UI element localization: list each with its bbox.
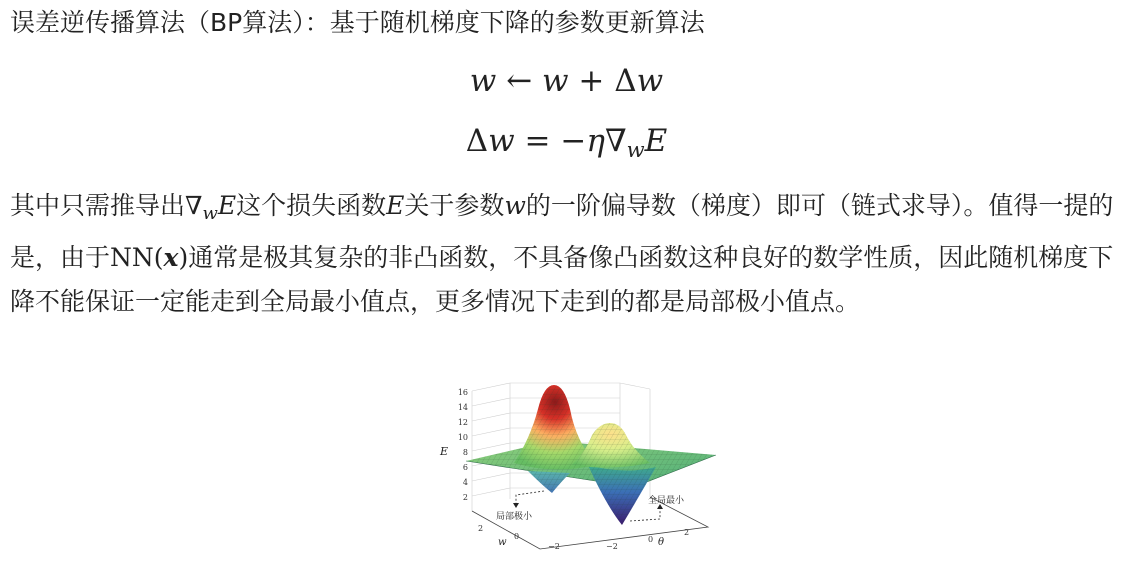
- nn-expression: NN(x): [110, 243, 189, 272]
- svg-text:−2: −2: [548, 542, 560, 551]
- svg-text:14: 14: [457, 403, 468, 412]
- loss-surface-plot: [420, 379, 720, 561]
- svg-text:4: 4: [462, 478, 468, 487]
- w-axis-label: w: [498, 537, 507, 548]
- w-axis-ticks: [478, 524, 560, 551]
- svg-text:2: 2: [684, 528, 690, 537]
- svg-text:2: 2: [462, 493, 468, 502]
- e-axis-label: E: [440, 445, 449, 458]
- theta-axis-label: θ: [658, 537, 665, 548]
- gradient-step-equation: $\Delta w = -\eta\nabla_wE$: [465, 123, 668, 162]
- svg-text:2: 2: [478, 524, 484, 533]
- section-heading: 误差逆传播算法（BP算法）：基于随机梯度下降的参数更新算法: [10, 8, 705, 37]
- svg-text:0: 0: [514, 532, 520, 541]
- e-axis-ticks: [458, 388, 468, 502]
- svg-text:16: 16: [457, 388, 468, 397]
- global-minimum-label: 全局最小: [648, 496, 685, 506]
- svg-text:−2: −2: [606, 542, 618, 551]
- loss-surface-figure: [420, 379, 720, 561]
- svg-text:8: 8: [462, 448, 468, 457]
- explanation-paragraph: 其中只需推导出$\nabla_wE$这个损失函数E关于参数w的一阶偏导数（梯度）即可（链式求导）。值得一提的是，由于NN(x)通常是极其复杂的非凸函数，不具备像凸函数这种良好的数学性质，因此随机梯度下降不能保证一定能走到全局最小值点，更多情况下走到的都是局部极小值点。: [10, 191, 1114, 316]
- svg-text:6: 6: [462, 463, 468, 472]
- svg-text:12: 12: [457, 418, 468, 427]
- svg-text:10: 10: [457, 433, 468, 442]
- gradient-symbol: $\nabla_wE$: [185, 191, 237, 224]
- svg-text:0: 0: [648, 535, 654, 544]
- local-minimum-label: 局部极小: [496, 512, 533, 522]
- update-rule-equation: w ← w + Δw: [469, 63, 664, 99]
